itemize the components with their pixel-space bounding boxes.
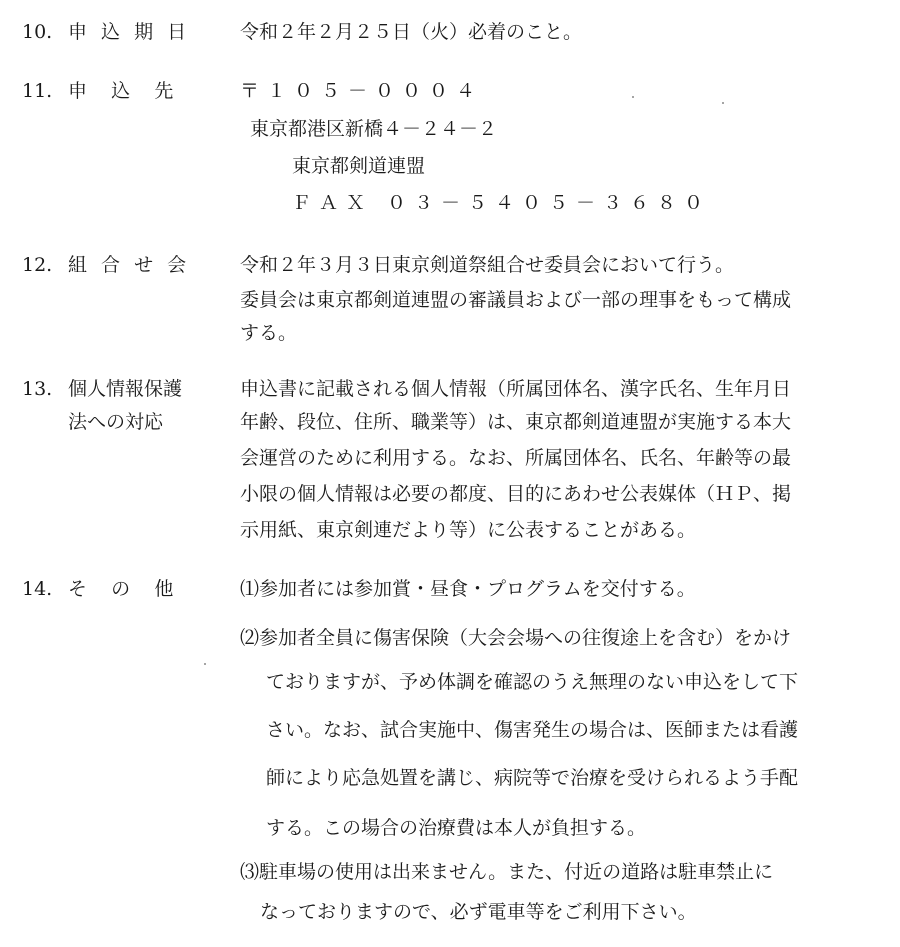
item-number: 14. — [22, 578, 53, 600]
organization-name: 東京都剣道連盟 — [292, 155, 426, 177]
item-text-line: 師により応急処置を講じ、病院等で治療を受けられるよう手配 — [266, 767, 799, 789]
item-text-line: 示用紙、東京剣連だより等）に公表することがある。 — [240, 519, 697, 541]
item-text-line: する。 — [240, 322, 298, 344]
item-text-line: ⑴参加者には参加賞・昼食・プログラムを交付する。 — [240, 578, 696, 600]
item-text-line: 小限の個人情報は必要の都度、目的にあわせ公表媒体（ＨＰ、掲 — [240, 483, 792, 505]
item-text-line: さい。なお、試合実施中、傷害発生の場合は、医師または看護 — [266, 719, 799, 741]
item-label: 申 込 期 日 — [68, 21, 191, 43]
item-text-line: ⑶駐車場の使用は出来ません。また、付近の道路は駐車禁止に — [240, 861, 774, 883]
item-text-line: する。この場合の治療費は本人が負担する。 — [266, 817, 647, 839]
item-text-line: ⑵参加者全員に傷害保険（大会会場への往復途上を含む）をかけ — [240, 627, 792, 649]
item-text-line: 令和２年３月３日東京剣道祭組合せ委員会において行う。 — [240, 254, 735, 276]
item-text-line: 令和２年２月２５日（火）必着のこと。 — [240, 21, 583, 43]
item-text-line: 年齢、段位、住所、職業等）は、東京都剣道連盟が実施する本大 — [240, 411, 792, 433]
postal-code: 〒１０５－０００４ — [240, 80, 484, 102]
item-text-line: 委員会は東京都剣道連盟の審議員および一部の理事をもって構成 — [240, 289, 792, 311]
scan-speck — [722, 102, 724, 104]
item-number: 11. — [22, 80, 53, 102]
item-number: 10. — [22, 21, 53, 43]
item-label: 組 合 せ 会 — [68, 254, 191, 276]
scan-speck — [204, 663, 206, 665]
item-label-line: 法への対応 — [68, 411, 164, 433]
address-line: 東京都港区新橋４－２４－２ — [250, 118, 498, 140]
item-text-line: 会運営のために利用する。なお、所属団体名、氏名、年齢等の最 — [240, 447, 792, 469]
item-text-line: ておりますが、予め体調を確認のうえ無理のない申込をして下 — [266, 671, 799, 693]
item-number: 12. — [22, 254, 53, 276]
item-label: そ の 他 — [68, 578, 174, 600]
item-label: 申 込 先 — [68, 80, 174, 102]
fax-number: ＦＡＸ ０３－５４０５－３６８０ — [292, 192, 712, 214]
item-text-line: なっておりますので、必ず電車等をご利用下さい。 — [260, 901, 697, 923]
item-text-line: 申込書に記載される個人情報（所属団体名、漢字氏名、生年月日 — [240, 378, 792, 400]
item-label-line: 個人情報保護 — [68, 378, 183, 400]
scan-speck — [632, 96, 634, 98]
item-number: 13. — [22, 378, 53, 400]
